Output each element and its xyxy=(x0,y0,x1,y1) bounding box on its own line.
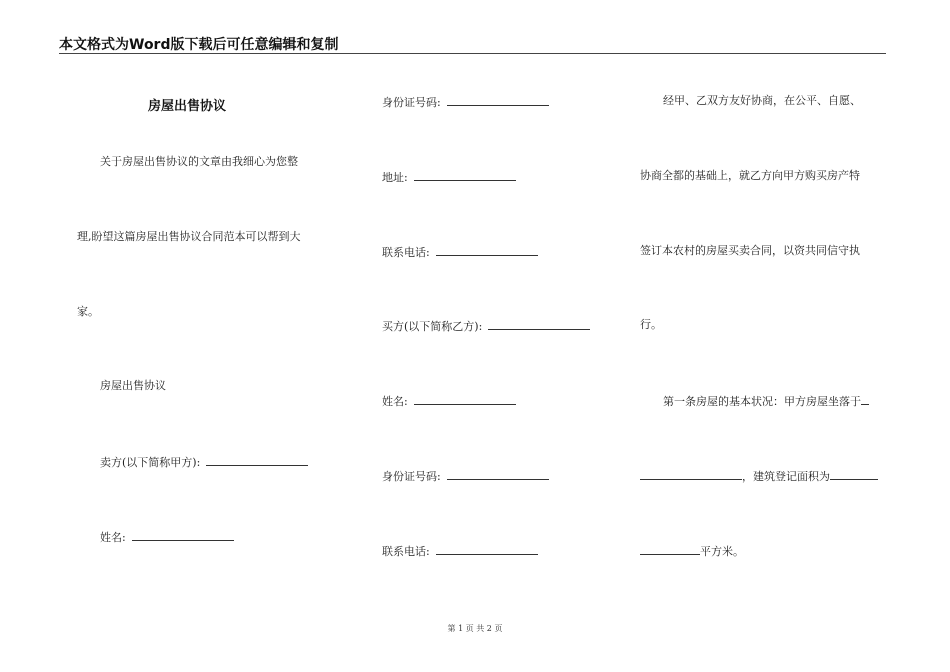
agreement-line-1: 经甲、乙双方友好协商，在公平、自愿、 xyxy=(663,94,861,107)
buyer-name-blank xyxy=(414,393,516,405)
page-title: 房屋出售协议 xyxy=(148,99,227,114)
article1-text-1: 第一条房屋的基本状况：甲方房屋坐落于 xyxy=(663,395,861,408)
article1-text-3: 平方米。 xyxy=(700,545,744,558)
article1-line-3 xyxy=(640,543,744,559)
header-rule xyxy=(59,53,886,54)
buyer-label: 买方(以下简称乙方): xyxy=(382,320,483,333)
doc-subtitle: 房屋出售协议 xyxy=(100,379,166,392)
seller-line xyxy=(100,454,308,470)
buyer-phone-blank xyxy=(436,543,538,555)
agreement-line-4: 行。 xyxy=(640,318,662,331)
seller-phone-label: 联系电话: xyxy=(382,246,430,259)
seller-label: 卖方(以下简称甲方): xyxy=(100,456,201,469)
buyer-phone-label: 联系电话: xyxy=(382,545,430,558)
seller-name-blank xyxy=(132,529,234,541)
buyer-id-blank xyxy=(447,468,549,480)
seller-phone-line xyxy=(382,244,538,260)
buyer-name-line xyxy=(382,393,516,409)
property-location-blank xyxy=(640,468,742,480)
intro-line-3: 家。 xyxy=(77,305,99,318)
intro-line-2: 理,盼望这篇房屋出售协议合同范本可以帮到大 xyxy=(77,230,301,243)
seller-id-line xyxy=(382,94,549,110)
article1-line-1 xyxy=(663,393,869,409)
page-number-footer: 第 1 页 共 2 页 xyxy=(447,624,503,633)
seller-blank xyxy=(206,454,308,466)
seller-address-line xyxy=(382,169,516,185)
buyer-id-line xyxy=(382,468,549,484)
seller-id-blank xyxy=(447,94,549,106)
seller-id-label: 身份证号码: xyxy=(382,96,441,109)
seller-phone-blank xyxy=(436,244,538,256)
buyer-name-label: 姓名: xyxy=(382,395,408,408)
seller-address-blank xyxy=(414,169,516,181)
article1-line-2 xyxy=(640,468,878,484)
buyer-line xyxy=(382,318,590,334)
floor-area-blank xyxy=(830,468,878,480)
agreement-line-3: 签订本农村的房屋买卖合同，以资共同信守执 xyxy=(640,244,860,257)
floor-area-continue-blank xyxy=(640,543,700,555)
document-header-banner: 本文格式为Word版下载后可任意编辑和复制 xyxy=(59,37,339,53)
seller-name-line xyxy=(100,529,234,545)
seller-address-label: 地址: xyxy=(382,171,408,184)
property-location-blank-start xyxy=(861,393,869,405)
seller-name-label: 姓名: xyxy=(100,531,126,544)
buyer-phone-line xyxy=(382,543,538,559)
agreement-line-2: 协商全都的基础上，就乙方向甲方购买房产特 xyxy=(640,169,860,182)
buyer-blank xyxy=(488,318,590,330)
buyer-id-label: 身份证号码: xyxy=(382,470,441,483)
article1-text-2: ，建筑登记面积为 xyxy=(742,470,830,483)
intro-line-1: 关于房屋出售协议的文章由我细心为您整 xyxy=(100,155,298,168)
